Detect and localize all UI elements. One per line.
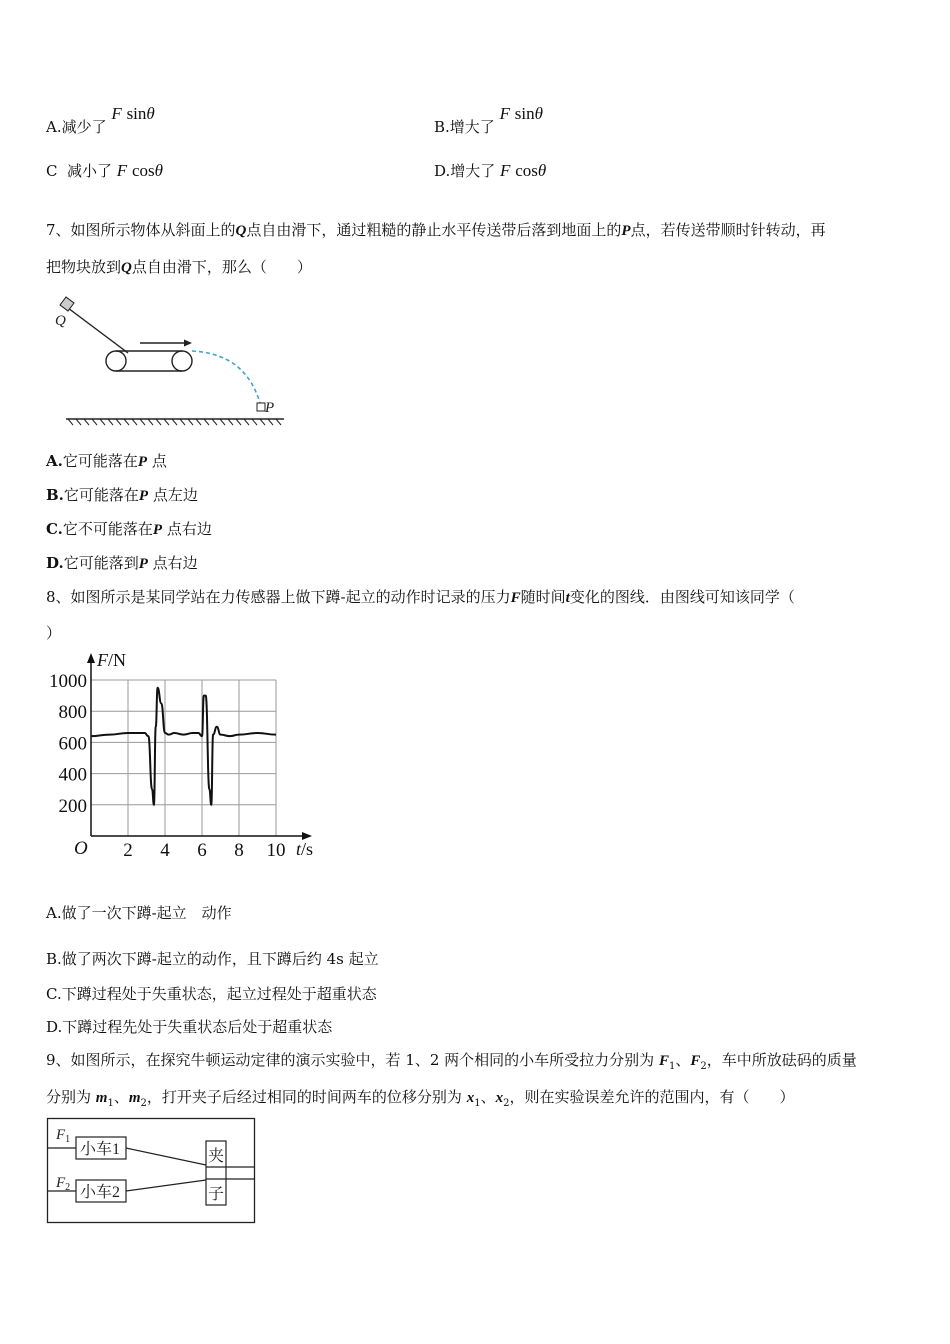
origin-label: O (74, 838, 88, 859)
y-tick-label-800: 800 (58, 702, 87, 724)
y-axis-label: F/N (97, 650, 126, 670)
q7-option-b[interactable]: B.它可能落在P 点左边 (46, 486, 198, 504)
y-tick-label-1000: 1000 (49, 671, 87, 692)
q7-stem-line2: 把物块放到Q点自由滑下，那么（ ） (46, 258, 312, 276)
block-p (257, 403, 265, 411)
q8-option-a[interactable]: A.做了一次下蹲-起立 动作 (46, 904, 232, 922)
clip-label-bottom: 子 (208, 1186, 225, 1203)
pulley-right (172, 351, 192, 371)
trajectory-curve (192, 351, 260, 403)
chart-ticks (49, 671, 286, 861)
incline-line (64, 305, 128, 353)
q8-stem-line1: 8、如图所示是某同学站在力传感器上做下蹲-起立的动作时记录的压力F随时间t变化的图线．由图线可知该同学（ (46, 588, 795, 606)
x-tick-label-8: 8 (234, 840, 244, 861)
x-tick-label-10: 10 (266, 840, 286, 861)
q8-option-c[interactable]: C.下蹲过程处于失重状态，起立过程处于超重状态 (46, 985, 377, 1003)
q-label: Q (55, 313, 66, 329)
f1-label: $F_1$ (56, 1127, 71, 1145)
q7-option-d[interactable]: D.它可能落到P 点右边 (46, 554, 198, 572)
motion-arrow-head (184, 340, 192, 347)
y-tick-label-400: 400 (58, 764, 87, 786)
y-tick-label-200: 200 (58, 795, 87, 817)
ground-hatch (68, 419, 281, 425)
q7-option-c[interactable]: C.它不可能落在P 点右边 (46, 520, 212, 538)
pulley-left (106, 351, 126, 371)
q9-cart-figure (46, 1117, 258, 1227)
string-2 (126, 1180, 206, 1191)
p-label: P (265, 400, 275, 416)
q8-option-b[interactable]: B.做了两次下蹲-起立的动作，且下蹲后约 4s 起立 (46, 950, 379, 968)
chart-grid (91, 680, 276, 836)
force-time-chart (40, 648, 325, 863)
y-tick-label-600: 600 (58, 733, 87, 755)
y-axis-arrow (87, 653, 95, 663)
string-1 (126, 1148, 206, 1165)
q6-option-c[interactable]: C 减小了 F cosθ (46, 161, 163, 180)
q9-stem-line2: 分别为 $m_1$、$m_2$，打开夹子后经过相同的时间两车的位移分别为 $x_1$、$x_2$，则在实验误差允许的范围内，有（ ） (46, 1088, 795, 1109)
q8-option-d[interactable]: D.下蹲过程先处于失重状态后处于超重状态 (46, 1018, 333, 1036)
q7-stem-line1: 7、如图所示物体从斜面上的Q点自由滑下，通过粗糙的静止水平传送带后落到地面上的P点，若传送带顺时针转动，再 (46, 221, 826, 239)
cart-2-label: 小车2 (80, 1184, 121, 1201)
x-axis-label: t/s (296, 839, 314, 859)
block-q (60, 297, 74, 311)
x-tick-label-4: 4 (160, 840, 170, 861)
q8-stem-line2: ） (46, 624, 62, 642)
f2-label: $F_2$ (56, 1175, 71, 1193)
x-tick-label-6: 6 (197, 840, 207, 861)
q6-option-d[interactable]: D.增大了 F cosθ (434, 161, 547, 180)
q6-option-b[interactable]: B.增大了 F sinθ (434, 104, 543, 136)
chart-axes (87, 653, 312, 840)
force-series-line (91, 688, 276, 805)
q7-option-a[interactable]: A.它可能落在P 点 (46, 452, 167, 470)
q7-conveyor-figure (46, 295, 291, 430)
cart-1-label: 小车1 (80, 1141, 121, 1158)
clip-label-top: 夹 (208, 1148, 225, 1165)
q9-stem-line1: 9、如图所示，在探究牛顿运动定律的演示实验中，若 1、2 两个相同的小车所受拉力分别为 $F_1$、$F_2$，车中所放砝码的质量 (46, 1051, 857, 1072)
x-tick-label-2: 2 (123, 840, 133, 861)
q6-option-a[interactable]: A.减少了 F sinθ (46, 104, 155, 136)
